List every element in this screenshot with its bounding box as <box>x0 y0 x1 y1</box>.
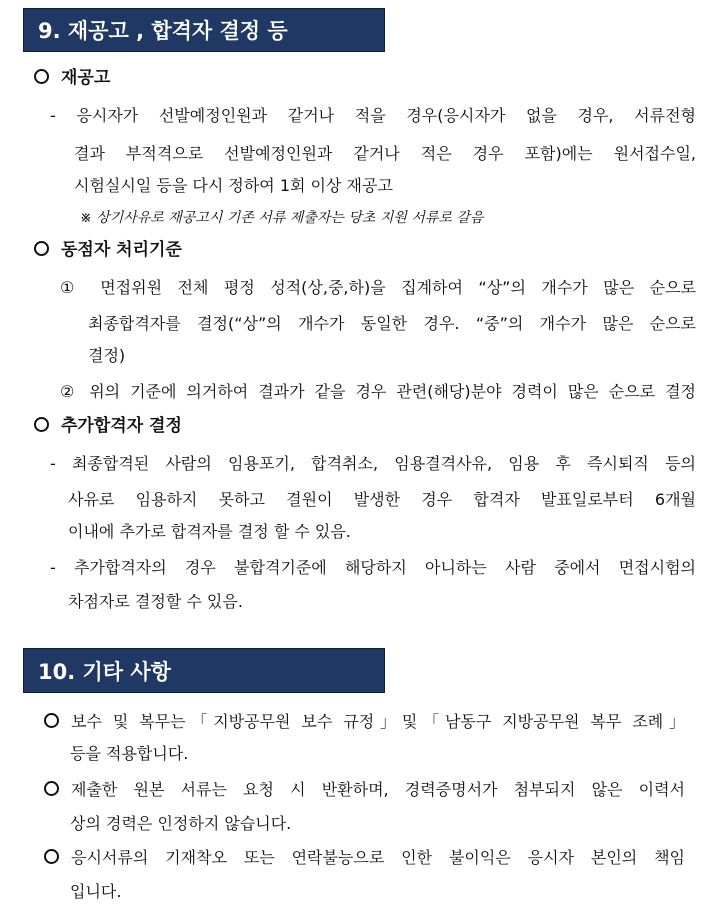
additional-item-2-line-2: 차점자로 결정할 수 있음. <box>68 592 243 611</box>
circle-bullet-icon <box>34 69 49 84</box>
circle-bullet-icon <box>44 781 59 796</box>
misc-item-2-line-2: 상의 경력은 인정하지 않습니다. <box>70 814 292 833</box>
additional-heading <box>34 416 182 436</box>
circle-bullet-icon <box>34 417 49 432</box>
tie-item-2-line-1: ② 위의 기준에 의거하여 결과가 같을 경우 관련(해당)분야 경력이 많은 순으로 결정 <box>60 382 696 401</box>
additional-item-2-line-1: - 추가합격자의 경우 불합격기준에 해당하지 아니하는 사람 중에서 면접시험의 <box>50 558 696 577</box>
reannounce-note: ※ 상기사유로 재공고시 기존 서류 제출자는 당초 지원 서류로 갈음 <box>80 210 484 226</box>
tie-item-1-line-3: 결정) <box>88 346 126 365</box>
tie-heading-label: 동점자 처리기준 <box>61 240 182 260</box>
section-9-header <box>23 8 385 52</box>
misc-item-1 <box>44 712 696 732</box>
circle-bullet-icon <box>44 713 59 728</box>
section-9-title: 9. 재공고 , 합격자 결정 등 <box>38 19 288 43</box>
circle-bullet-icon <box>34 241 49 256</box>
misc-item-2 <box>44 780 696 800</box>
additional-item-1-line-1: - 최종합격된 사람의 임용포기, 합격취소, 임용결격사유, 임용 후 즉시퇴직 등의 <box>50 454 696 473</box>
additional-heading-label: 추가합격자 결정 <box>61 416 182 436</box>
section-10-header <box>23 648 385 693</box>
reannounce-heading <box>34 68 110 88</box>
misc-item-1-line-2: 등을 적용합니다. <box>70 744 189 763</box>
misc-item-3 <box>44 848 696 868</box>
reannounce-line-3: 시험실시일 등을 다시 정하여 1회 이상 재공고 <box>74 176 393 195</box>
misc-item-2-line-1: 제출한 원본 서류는 요청 시 반환하며, 경력증명서가 첨부되지 않은 이력서 <box>71 780 685 799</box>
reannounce-line-2: 결과 부적격으로 선발예정인원과 같거나 적은 경우 포함)에는 원서접수일, <box>74 144 696 163</box>
tie-item-1-line-1: ① 면접위원 전체 평정 성적(상,중,하)을 집계하여 “상”의 개수가 많은 순으로 <box>60 278 696 297</box>
additional-item-1-line-3: 이내에 추가로 합격자를 결정 할 수 있음. <box>68 522 351 541</box>
misc-item-3-line-2: 입니다. <box>70 882 122 901</box>
reannounce-line-1: - 응시자가 선발예정인원과 같거나 적을 경우(응시자가 없을 경우, 서류전형 <box>50 106 696 125</box>
section-10-title: 10. 기타 사항 <box>38 659 171 684</box>
misc-item-1-line-1: 보수 및 복무는「지방공무원 보수 규정」및「남동구 지방공무원 복무 조례」 <box>71 712 685 731</box>
reannounce-heading-label: 재공고 <box>61 68 111 88</box>
circle-bullet-icon <box>44 849 59 864</box>
misc-item-3-line-1: 응시서류의 기재착오 또는 연락불능으로 인한 불이익은 응시자 본인의 책임 <box>71 848 685 867</box>
tie-heading <box>34 240 182 260</box>
additional-item-1-line-2: 사유로 임용하지 못하고 결원이 발생한 경우 합격자 발표일로부터 6개월 <box>68 490 696 509</box>
tie-item-1-line-2: 최종합격자를 결정(“상”의 개수가 동일한 경우. “중”의 개수가 많은 순으로 <box>88 314 696 333</box>
